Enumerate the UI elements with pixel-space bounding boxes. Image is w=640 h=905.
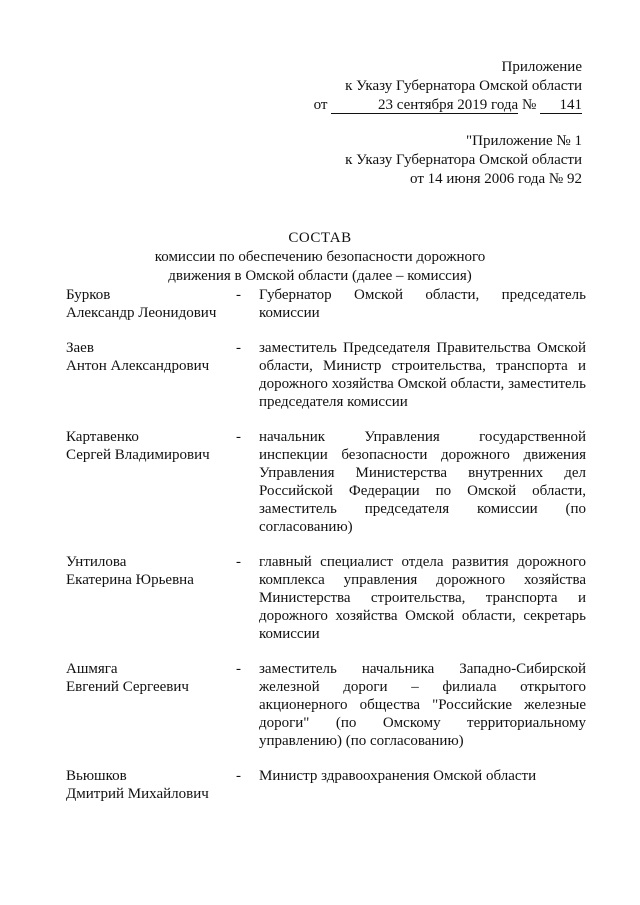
original-appendix-label: "Приложение № 1 <box>466 133 582 149</box>
member-name <box>66 339 236 375</box>
appendix-header <box>314 58 582 115</box>
original-decree-reference: к Указу Губернатора Омской области <box>345 152 582 168</box>
member-surname: Вьюшков <box>66 768 127 784</box>
member-given-names: Евгений Сергеевич <box>66 679 189 695</box>
member-dash: - <box>236 661 241 677</box>
member-role: начальник Управления государственной инспекции безопасности дорожного движения Управления Министерства внутренних дел Российской Федерации по Омской области, заместитель председателя комиссии (по согласованию) <box>259 429 586 535</box>
member-dash: - <box>236 287 241 303</box>
member-row <box>66 767 586 803</box>
original-decree-date: от 14 июня 2006 года № 92 <box>410 171 582 187</box>
document-title <box>0 229 640 286</box>
member-role: главный специалист отдела развития дорожного комплекса управления дорожного хозяйства Министерства строительства, транспорта и дорожного хозяйства Омской области, секретарь комиссии <box>259 554 586 642</box>
date-prefix: от <box>313 97 328 113</box>
commission-members-list <box>66 286 586 803</box>
member-name <box>66 286 236 322</box>
member-name <box>66 767 236 803</box>
member-role: заместитель Председателя Правительства Омской области, Министр строительства, транспорта и дорожного хозяйства Омской области, заместитель председателя комиссии <box>259 340 586 410</box>
number-sign: № <box>521 97 537 113</box>
decree-number: 141 <box>540 97 582 114</box>
member-row <box>66 339 586 411</box>
decree-date-line <box>314 96 582 115</box>
decree-date: 23 сентября 2019 года <box>331 97 518 114</box>
member-row <box>66 660 586 750</box>
member-role: Министр здравоохранения Омской области <box>259 768 537 784</box>
member-surname: Унтилова <box>66 554 127 570</box>
member-row <box>66 553 586 643</box>
member-dash: - <box>236 554 241 570</box>
member-given-names: Сергей Владимирович <box>66 447 210 463</box>
original-appendix-header <box>345 132 582 189</box>
member-surname: Картавенко <box>66 429 139 445</box>
appendix-label: Приложение <box>501 59 582 75</box>
member-surname: Ашмяга <box>66 661 118 677</box>
member-dash: - <box>236 429 241 445</box>
member-name <box>66 428 236 464</box>
decree-reference: к Указу Губернатора Омской области <box>345 78 582 94</box>
member-row <box>66 286 586 322</box>
title-heading: СОСТАВ <box>288 230 352 246</box>
member-name <box>66 553 236 589</box>
member-surname: Бурков <box>66 287 111 303</box>
member-role: Губернатор Омской области, председатель комиссии <box>259 287 586 321</box>
member-given-names: Дмитрий Михайлович <box>66 786 209 802</box>
member-given-names: Екатерина Юрьевна <box>66 572 194 588</box>
member-role: заместитель начальника Западно-Сибирской железной дороги – филиала открытого акционерного общества "Российские железные дороги" (по Омскому территориальному управлению) (по согласованию) <box>259 661 586 749</box>
member-dash: - <box>236 768 241 784</box>
member-given-names: Антон Александрович <box>66 358 210 374</box>
member-given-names: Александр Леонидович <box>66 305 217 321</box>
member-dash: - <box>236 340 241 356</box>
member-name <box>66 660 236 696</box>
title-subtitle-line-1: комиссии по обеспечению безопасности дорожного <box>154 249 486 265</box>
member-row <box>66 428 586 536</box>
title-subtitle-line-2: движения в Омской области (далее – комиссия) <box>168 268 472 284</box>
member-surname: Заев <box>66 340 94 356</box>
